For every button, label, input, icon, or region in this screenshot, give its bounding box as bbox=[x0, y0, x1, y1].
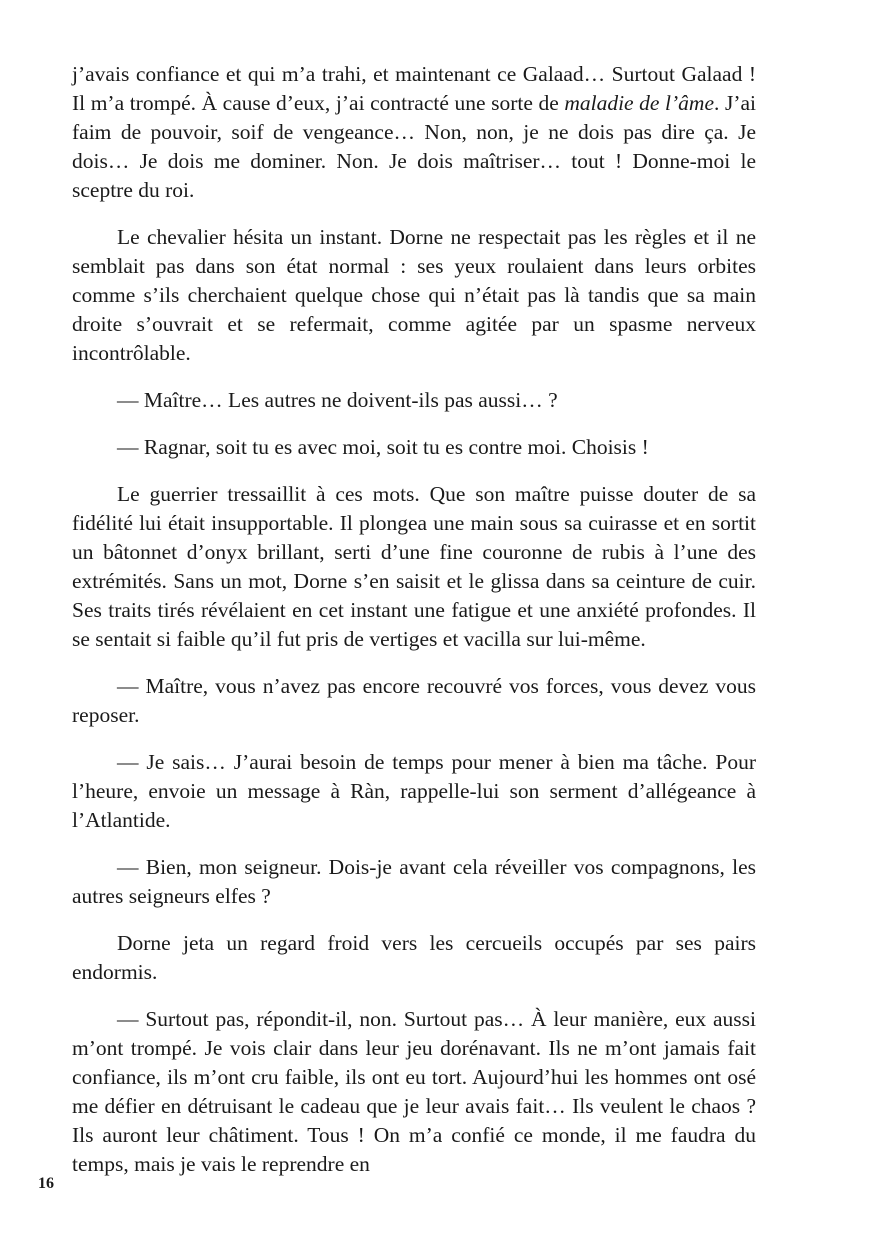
text-segment: — Bien, mon seigneur. Dois-je avant cela réveiller vos compagnons, les autres seigneurs elfes ? bbox=[72, 855, 756, 908]
text-segment: — Maître… Les autres ne doivent-ils pas aussi… ? bbox=[117, 388, 558, 412]
paragraph bbox=[72, 223, 756, 368]
paragraph bbox=[72, 1005, 756, 1179]
text-segment: — Maître, vous n’avez pas encore recouvré vos forces, vous devez vous reposer. bbox=[72, 674, 756, 727]
text-segment: j’avais confiance et qui m’a trahi, et maintenant ce Galaad… Surtout Galaad ! Il m’a trompé. À cause d’eux, j’ai contracté une sorte de bbox=[72, 62, 756, 115]
text-segment: Dorne jeta un regard froid vers les cercueils occupés par ses pairs endormis. bbox=[72, 931, 756, 984]
paragraph bbox=[72, 672, 756, 730]
paragraph bbox=[72, 480, 756, 654]
text-segment: Le chevalier hésita un instant. Dorne ne respectait pas les règles et il ne semblait pas dans son état normal : ses yeux roulaient dans leurs orbites comme s’ils cherchaient quelque chose qui n’était pas là tandis que sa main droite s’ouvrait et se refermait, comme agitée par un spasme nerveux incontrôlable. bbox=[72, 225, 756, 365]
paragraph bbox=[72, 433, 756, 462]
paragraph bbox=[72, 853, 756, 911]
text-segment: — Ragnar, soit tu es avec moi, soit tu es contre moi. Choisis ! bbox=[117, 435, 649, 459]
page-body bbox=[72, 60, 756, 1197]
paragraph bbox=[72, 386, 756, 415]
text-segment: Le guerrier tressaillit à ces mots. Que son maître puisse douter de sa fidélité lui était insupportable. Il plongea une main sous sa cuirasse et en sortit un bâtonnet d’onyx brillant, serti d’une fine couronne de rubis à l’une des extrémités. Sans un mot, Dorne s’en saisit et le glissa dans sa ceinture de cuir. Ses traits tirés révélaient en cet instant une fatigue et une anxiété profondes. Il se sentait si faible qu’il fut pris de vertiges et vacilla sur lui-même. bbox=[72, 482, 756, 651]
italic-text: maladie de l’âme bbox=[564, 91, 714, 115]
text-segment: — Surtout pas, répondit-il, non. Surtout pas… À leur manière, eux aussi m’ont trompé. Je vois clair dans leur jeu dorénavant. Ils ne m’ont jamais fait confiance, ils m’ont cru faible, ils ont eu tort. Aujourd’hui les hommes ont osé me défier en détruisant le cadeau que je leur avais fait… Ils veulent le chaos ? Ils auront leur châtiment. Tous ! On m’a confié ce monde, il me faudra du temps, mais je vais le reprendre en bbox=[72, 1007, 756, 1176]
paragraph bbox=[72, 929, 756, 987]
page-number: 16 bbox=[38, 1175, 54, 1192]
paragraph bbox=[72, 60, 756, 205]
text-segment: . J’ai faim de pouvoir, soif de vengeance… Non, non, je ne dois pas dire ça. Je dois… Je dois me dominer. Non. Je dois maîtriser… tout ! Donne-moi le sceptre du roi. bbox=[72, 91, 756, 202]
text-segment: — Je sais… J’aurai besoin de temps pour mener à bien ma tâche. Pour l’heure, envoie un message à Ràn, rappelle-lui son serment d’allégeance à l’Atlantide. bbox=[72, 750, 756, 832]
paragraph bbox=[72, 748, 756, 835]
